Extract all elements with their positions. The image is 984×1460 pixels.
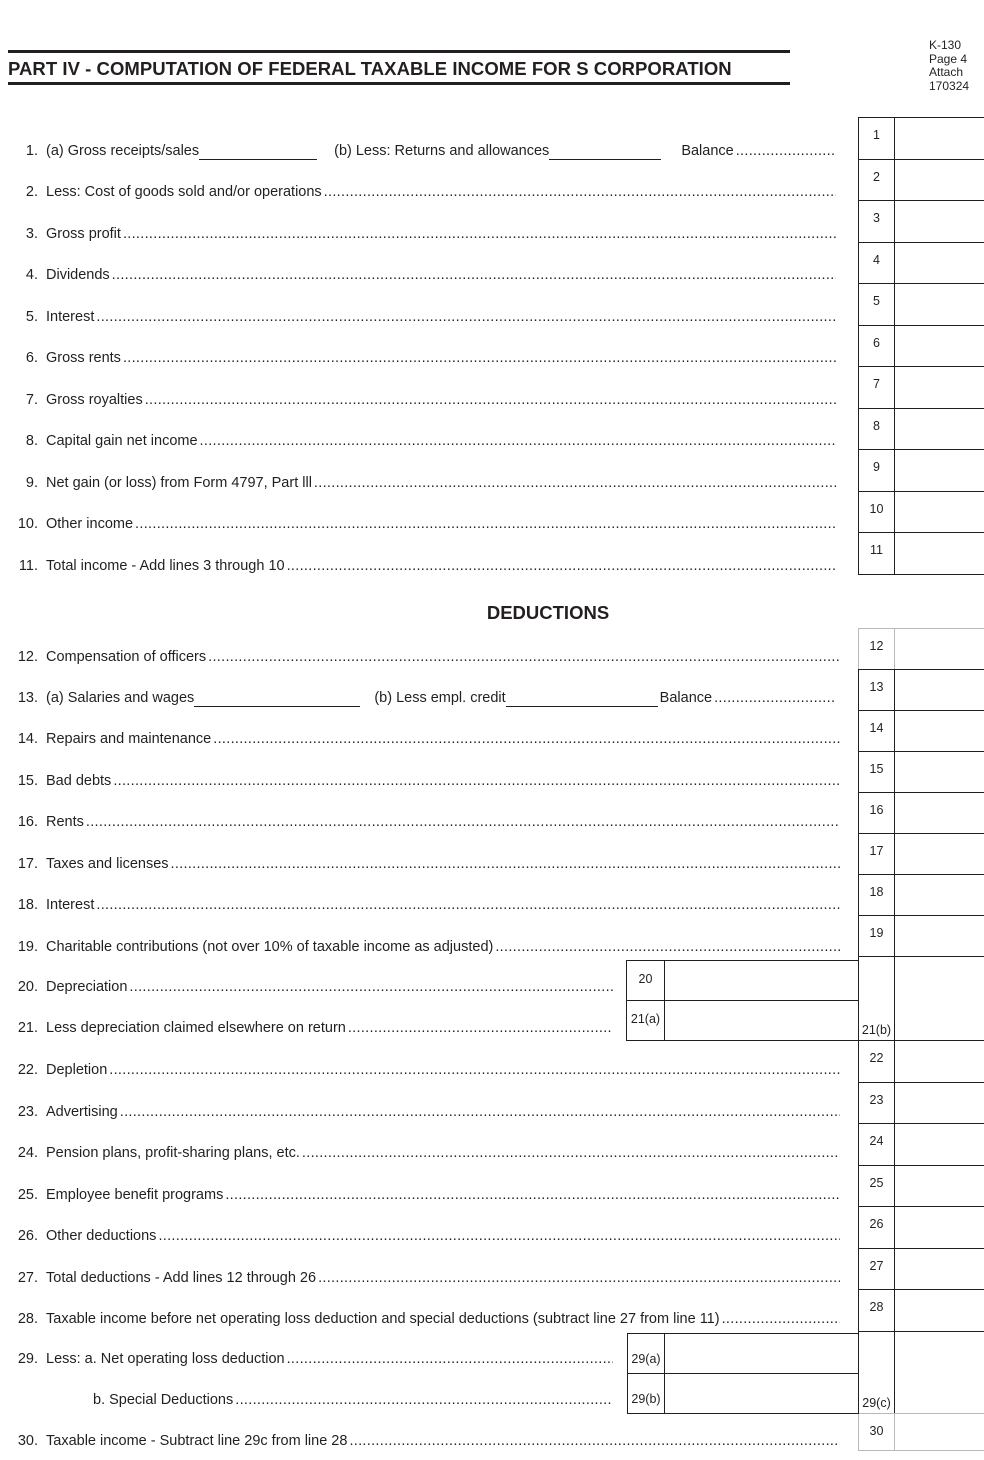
dot-leader: [348, 1019, 613, 1037]
line-30: [8, 1432, 840, 1450]
dot-leader: [113, 772, 840, 790]
line-number: 6.: [25, 350, 38, 366]
line-label: Interest: [46, 897, 95, 913]
line-label: Interest: [46, 308, 95, 325]
line-number: 7.: [25, 391, 38, 408]
line-label: Gross royalties: [46, 391, 143, 408]
line-label: Depreciation: [46, 979, 128, 995]
line-11: [8, 557, 836, 575]
line-number: 8.: [25, 433, 38, 449]
line-28: [8, 1310, 840, 1328]
box-6-number: 6: [873, 335, 880, 350]
line-label: Other income: [46, 516, 134, 532]
line-number: 24.: [17, 1145, 38, 1161]
box-26-number: 26: [869, 1217, 884, 1231]
dot-leader: [314, 474, 836, 492]
line-number: 18.: [17, 897, 38, 913]
line-29a: [8, 1350, 613, 1368]
line-label: Gross profit: [46, 225, 121, 242]
line-1b-label: (b) Less: Returns and allowances: [334, 143, 550, 159]
box-17-number: 17: [869, 844, 884, 858]
box-10-amount-field[interactable]: [894, 491, 984, 534]
line-number: 5.: [25, 308, 38, 325]
line-label: Less depreciation claimed elsewhere on return: [46, 1020, 346, 1036]
box-14-number: 14: [869, 721, 884, 735]
line-21a-box-number: 21(a): [630, 1012, 661, 1026]
box-7-amount-field[interactable]: [894, 366, 984, 409]
box-5-number: 5: [873, 294, 880, 308]
line-1b-field[interactable]: [549, 145, 661, 160]
line-13a-label: (a) Salaries and wages: [46, 690, 195, 706]
line-number: 9.: [25, 474, 38, 491]
dot-leader: [287, 557, 836, 575]
line-number: 10.: [17, 516, 38, 532]
line-label: Gross rents: [46, 350, 121, 366]
line-label: Bad debts: [46, 772, 112, 789]
line-number: 13.: [17, 690, 38, 706]
line-number: 17.: [17, 855, 38, 872]
form-code: 170324: [929, 78, 970, 93]
line-20: [8, 978, 613, 996]
line-21: [8, 1019, 613, 1037]
box-25-amount-field[interactable]: [894, 1165, 984, 1208]
dot-leader: [213, 730, 840, 748]
dot-leader: [123, 349, 836, 367]
box-4-number: 4: [873, 252, 880, 267]
form-identifier: [929, 39, 969, 93]
line-number: 29.: [17, 1351, 38, 1367]
dot-leader: [736, 142, 836, 160]
line-number: 1.: [25, 143, 38, 159]
dot-leader: [302, 1144, 840, 1162]
line-label: Employee benefit programs: [46, 1186, 224, 1203]
line-label: Taxes and licenses: [46, 855, 169, 872]
dot-leader: [200, 432, 836, 450]
line-label: b. Special Deductions: [93, 1392, 234, 1408]
box-9-number: 9: [873, 460, 880, 474]
box-15-amount-field[interactable]: [894, 751, 984, 793]
box-8-number: 8: [873, 418, 880, 433]
dot-leader: [318, 1269, 840, 1287]
line-number: 22.: [17, 1062, 38, 1078]
line-10: [8, 515, 836, 533]
line-number: 4.: [25, 267, 38, 283]
box-27-number: 27: [869, 1258, 884, 1273]
box-16-number: 16: [869, 803, 884, 817]
line-label: Pension plans, profit-sharing plans, etc.: [46, 1145, 300, 1161]
line-29b: [8, 1391, 613, 1409]
box-5-amount-field[interactable]: [894, 283, 984, 326]
line-22: [8, 1061, 840, 1079]
form-page: Page 4: [929, 51, 968, 66]
line-label: Less: a. Net operating loss deduction: [46, 1351, 285, 1367]
line-6: [8, 349, 836, 367]
line-label: Other deductions: [46, 1228, 157, 1244]
box-9-amount-field[interactable]: [894, 449, 984, 492]
line-14: [8, 730, 840, 748]
dot-leader: [349, 1432, 840, 1450]
box-22-number: 22: [869, 1051, 884, 1065]
box-17-amount-field[interactable]: [894, 833, 984, 875]
box-30-number: 30: [869, 1424, 884, 1438]
line-1a-field[interactable]: [199, 145, 317, 160]
header-rule-bottom: [8, 82, 790, 85]
dot-leader: [722, 1310, 840, 1328]
line-13-balance-label: Balance: [659, 690, 713, 706]
box-24-number: 24: [869, 1134, 884, 1148]
page-title: PART IV - COMPUTATION OF FEDERAL TAXABLE INCOME FOR S CORPORATION: [8, 58, 732, 79]
box-23-amount-field[interactable]: [894, 1082, 984, 1125]
box-10-number: 10: [869, 501, 884, 516]
line-29a-amount-field[interactable]: [664, 1333, 859, 1374]
box-14-amount-field[interactable]: [894, 710, 984, 752]
box-21b-number: 21(b): [861, 1023, 892, 1037]
dot-leader: [714, 689, 836, 707]
dot-leader: [86, 813, 840, 831]
box-7-number: 7: [873, 377, 880, 391]
box-18-amount-field[interactable]: [894, 874, 984, 916]
box-12-number: 12: [869, 639, 884, 653]
box-19-number: 19: [869, 926, 884, 940]
box-12-amount-field[interactable]: [894, 628, 984, 670]
box-25-number: 25: [869, 1175, 884, 1190]
line-19: [8, 938, 840, 956]
box-13-number: 13: [869, 680, 884, 694]
line-label: Taxable income - Subtract line 29c from line 28: [46, 1433, 348, 1449]
line-16: [8, 813, 840, 831]
line-13b-field[interactable]: [506, 692, 658, 707]
line-label: Charitable contributions (not over 10% of taxable income as adjusted): [46, 938, 494, 955]
line-13a-field[interactable]: [194, 692, 360, 707]
dot-leader: [171, 855, 840, 873]
line-number: 27.: [17, 1269, 38, 1286]
box-2-amount-field[interactable]: [894, 159, 984, 202]
dot-leader: [96, 308, 836, 326]
line-18: [8, 896, 840, 914]
box-22-amount-field[interactable]: [894, 1040, 984, 1083]
dot-leader: [123, 225, 836, 243]
line-label: Taxable income before net operating loss deduction and special deductions (subtract line 27 from line 11): [46, 1311, 720, 1327]
form-number: K-130: [929, 38, 962, 52]
dot-leader: [324, 183, 836, 201]
box-3-number: 3: [873, 211, 880, 225]
box-6-amount-field[interactable]: [894, 325, 984, 368]
line-3: [8, 225, 836, 243]
line-5: [8, 308, 836, 326]
line-number: 15.: [17, 772, 38, 789]
box-1-amount-field[interactable]: [894, 117, 984, 160]
box-28-amount-field[interactable]: [894, 1289, 984, 1332]
box-29c-number: 29(c): [862, 1396, 891, 1410]
form-attach: Attach: [929, 65, 964, 79]
line-20-box-number: 20: [638, 972, 653, 986]
box-21b-amount-field[interactable]: [894, 956, 984, 1041]
line-label: Depletion: [46, 1062, 108, 1078]
dot-leader: [225, 1186, 840, 1204]
line-29b-amount-field[interactable]: [664, 1373, 859, 1414]
line-12: [8, 648, 840, 666]
line-25: [8, 1186, 840, 1204]
box-29c-amount-field[interactable]: [894, 1331, 984, 1414]
dot-leader: [495, 938, 840, 956]
dot-leader: [158, 1227, 840, 1245]
line-29b-box-number: 29(b): [631, 1392, 661, 1406]
dot-leader: [145, 391, 836, 409]
line-number: 28.: [17, 1311, 38, 1327]
line-29a-box-number: 29(a): [631, 1352, 661, 1366]
dot-leader: [129, 978, 613, 996]
box-30-amount-field[interactable]: [894, 1413, 984, 1451]
line-20-amount-field[interactable]: [664, 960, 859, 1001]
box-13-amount-field[interactable]: [894, 669, 984, 711]
dot-leader: [287, 1350, 613, 1368]
box-2-number: 2: [873, 169, 880, 184]
line-label: Net gain (or loss) from Form 4797, Part lll: [46, 474, 312, 491]
box-8-amount-field[interactable]: [894, 408, 984, 451]
line-number: 26.: [17, 1228, 38, 1244]
line-label: Less: Cost of goods sold and/or operations: [46, 184, 322, 200]
line-number: 2.: [25, 184, 38, 200]
line-13: [8, 689, 836, 707]
box-27-amount-field[interactable]: [894, 1248, 984, 1291]
box-18-number: 18: [869, 885, 884, 899]
line-number: 21.: [17, 1020, 38, 1036]
line-number: 14.: [17, 731, 38, 747]
box-19-amount-field[interactable]: [894, 915, 984, 957]
box-15-number: 15: [869, 762, 884, 776]
line-8: [8, 432, 836, 450]
line-number: 12.: [17, 649, 38, 665]
dot-leader: [96, 896, 840, 914]
dot-leader: [235, 1391, 613, 1409]
dot-leader: [120, 1103, 840, 1121]
dot-leader: [109, 1061, 840, 1079]
line-number: 23.: [17, 1103, 38, 1120]
line-13b-label: (b) Less empl. credit: [374, 690, 506, 706]
box-11-amount-field[interactable]: [894, 532, 984, 575]
line-label: Compensation of officers: [46, 649, 207, 665]
line-number: 30.: [17, 1433, 38, 1449]
line-label: Capital gain net income: [46, 433, 198, 449]
line-26: [8, 1227, 840, 1245]
header-rule-top: [8, 50, 790, 53]
box-1-number: 1: [873, 128, 880, 142]
line-number: 25.: [17, 1186, 38, 1203]
line-1: [8, 142, 836, 160]
box-3-amount-field[interactable]: [894, 200, 984, 243]
line-1-balance-label: Balance: [681, 143, 734, 159]
line-label: Repairs and maintenance: [46, 731, 212, 747]
box-28-number: 28: [869, 1300, 884, 1314]
line-9: [8, 474, 836, 492]
line-number: 16.: [17, 814, 38, 830]
box-23-number: 23: [869, 1092, 884, 1107]
box-24-amount-field[interactable]: [894, 1123, 984, 1166]
line-label: Rents: [46, 814, 84, 830]
line-number: 11.: [18, 557, 38, 574]
line-label: Dividends: [46, 267, 110, 283]
line-number: 3.: [25, 225, 38, 242]
line-number: 19.: [17, 938, 38, 955]
line-15: [8, 772, 840, 790]
line-27: [8, 1269, 840, 1287]
box-11-number: 11: [870, 543, 883, 557]
line-2: [8, 183, 836, 201]
line-number: 20.: [17, 979, 38, 995]
line-label: Advertising: [46, 1103, 118, 1120]
line-23: [8, 1103, 840, 1121]
deductions-heading: DEDUCTIONS: [486, 602, 610, 623]
box-16-amount-field[interactable]: [894, 792, 984, 834]
line-label: Total deductions - Add lines 12 through 26: [46, 1269, 317, 1286]
line-label: Total income - Add lines 3 through 10: [46, 557, 285, 574]
line-4: [8, 266, 836, 284]
dot-leader: [208, 648, 840, 666]
line-21a-amount-field[interactable]: [664, 1000, 859, 1041]
line-17: [8, 855, 840, 873]
dot-leader: [112, 266, 836, 284]
box-26-amount-field[interactable]: [894, 1206, 984, 1249]
line-1a-label: (a) Gross receipts/sales: [46, 143, 200, 159]
line-24: [8, 1144, 840, 1162]
dot-leader: [135, 515, 836, 533]
line-7: [8, 391, 836, 409]
box-4-amount-field[interactable]: [894, 242, 984, 285]
